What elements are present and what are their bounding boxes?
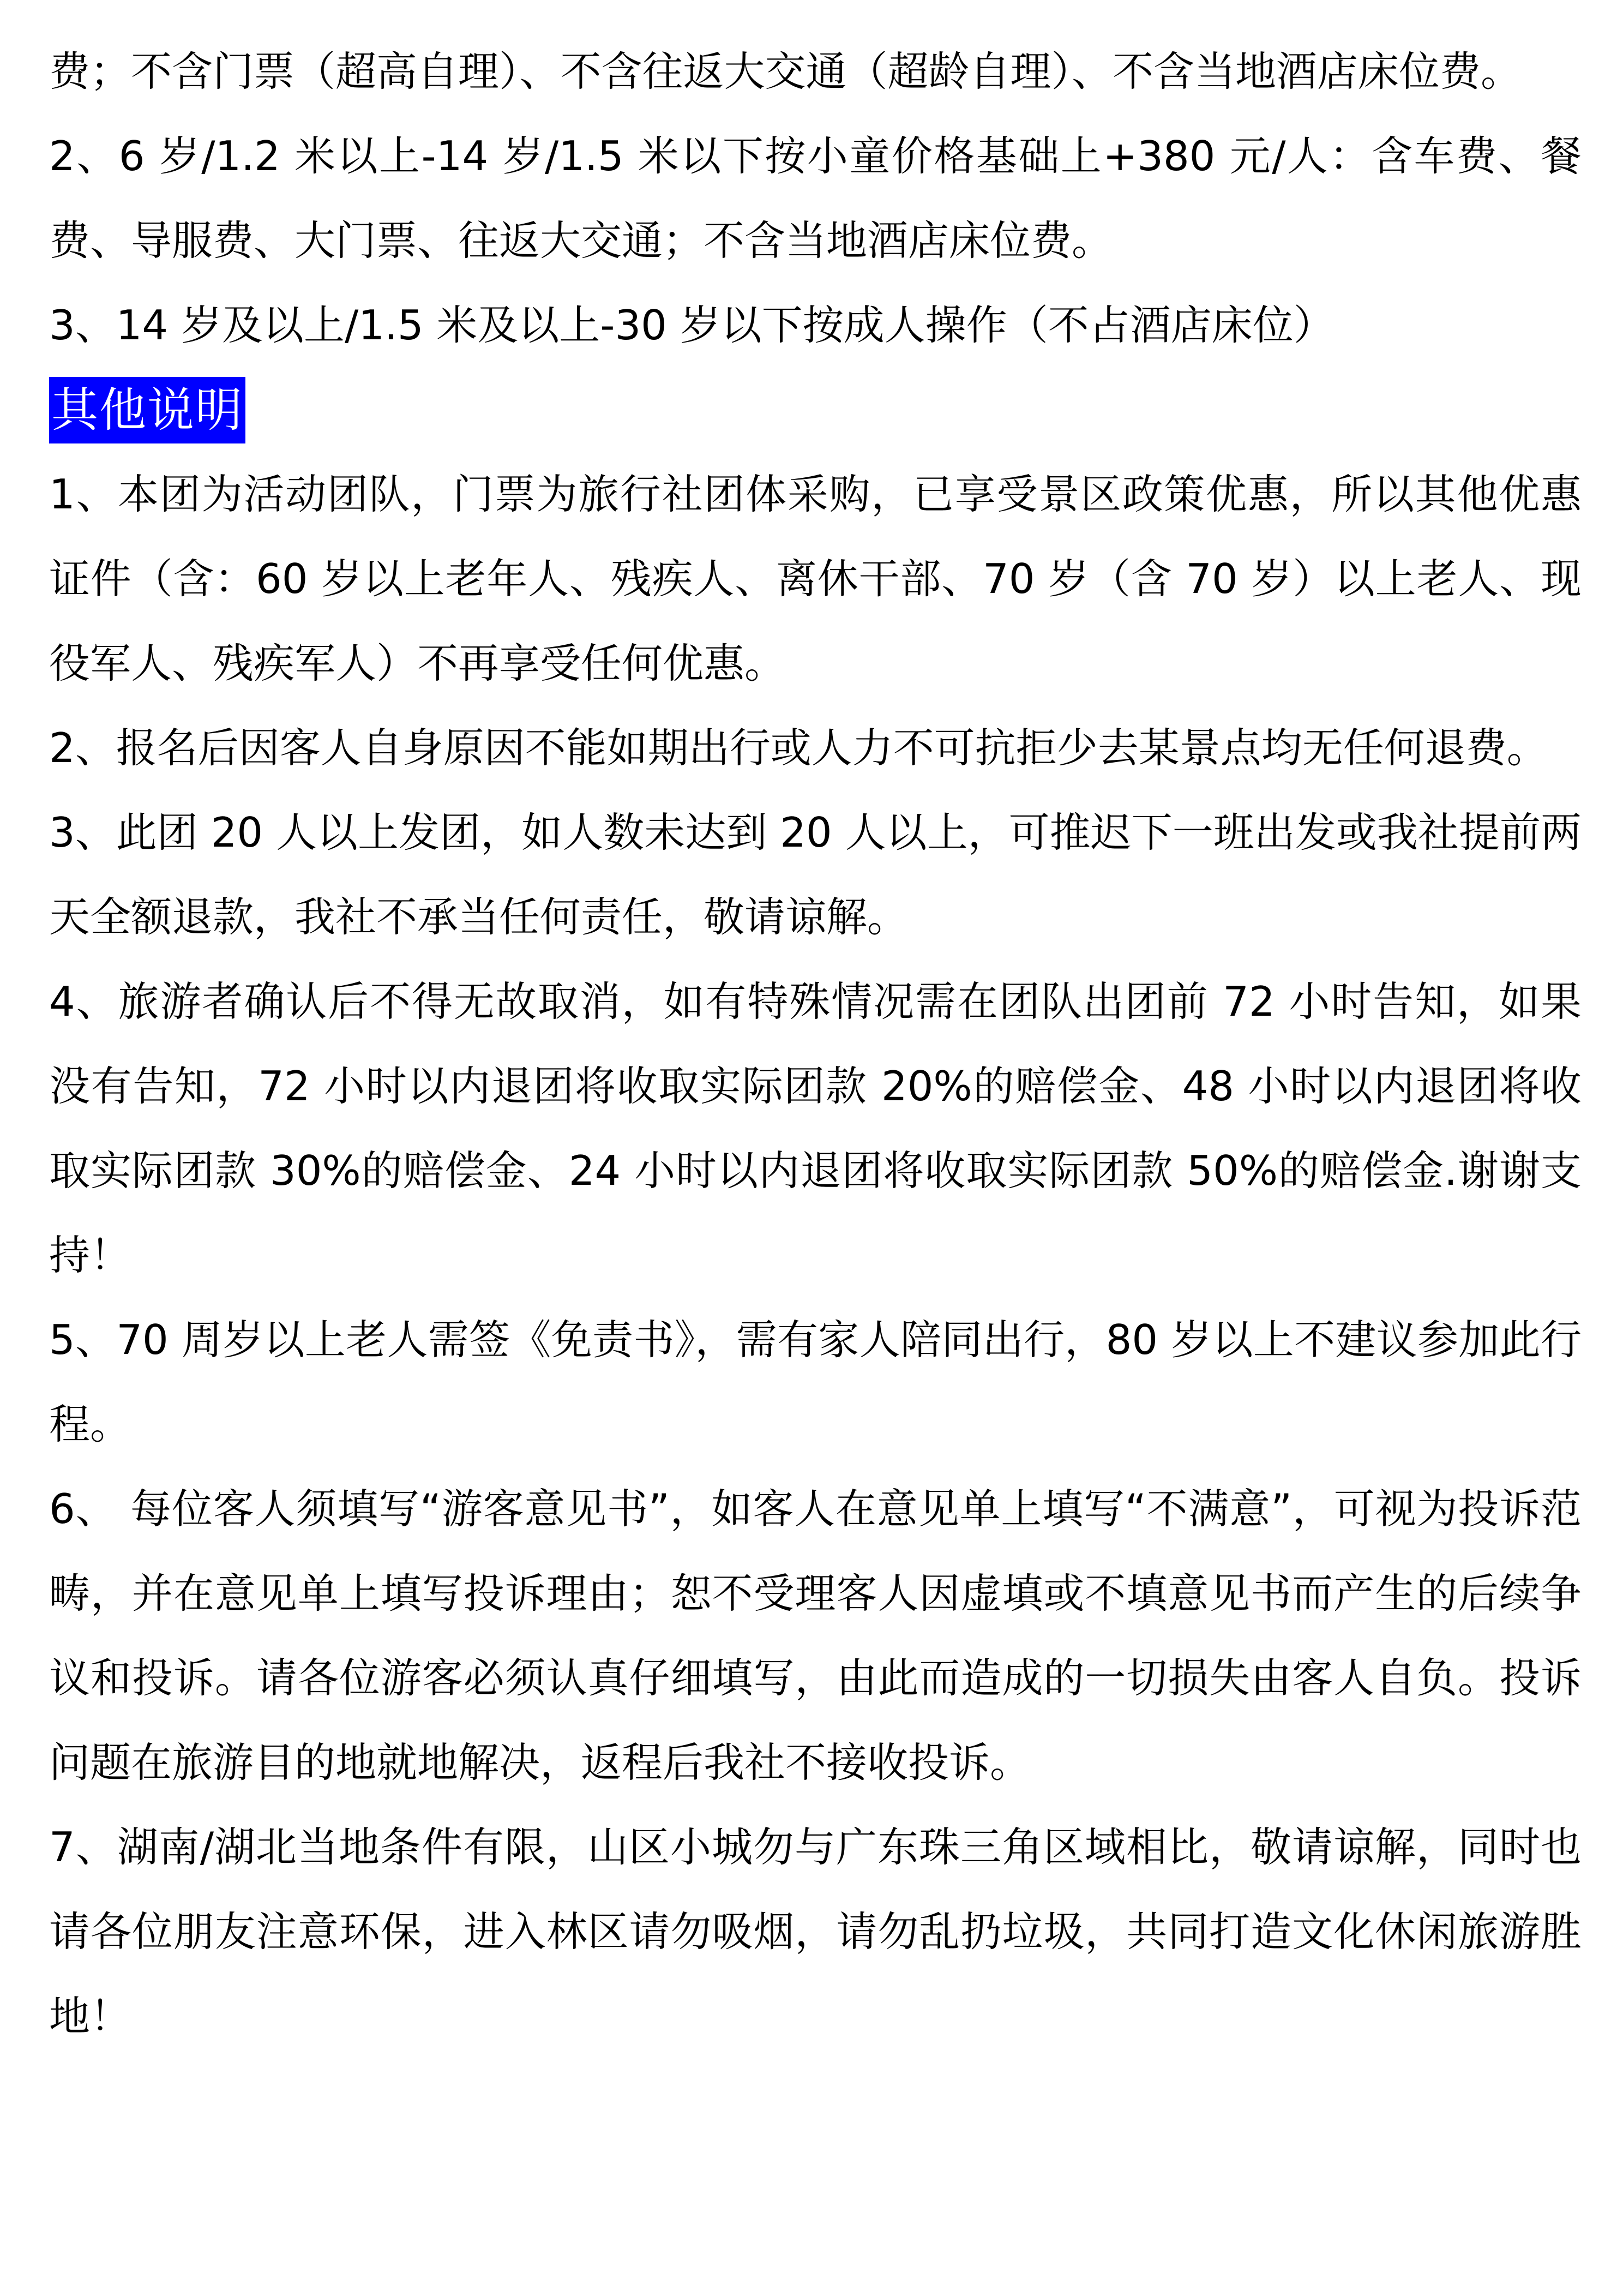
other-notes-item-5: 5、70 周岁以上老人需签《免责书》，需有家人陪同出行，80 岁以上不建议参加此行程。 [49,1316,1582,1448]
other-notes-item-1: 1、本团为活动团队，门票为旅行社团体采购，已享受景区政策优惠，所以其他优惠证件（含：60 岁以上老年人、残疾人、离休干部、70 岁（含 70 岁）以上老人、现役军人、残疾军人）不再享受任何优惠。 [49,470,1582,687]
other-notes-heading-row [49,368,1582,452]
document-page [49,29,1582,2059]
other-notes-item-6: 6、 每位客人须填写“游客意见书”，如客人在意见单上填写“不满意”，可视为投诉范畴，并在意见单上填写投诉理由；恕不受理客人因虚填或不填意见书而产生的后续争议和投诉。请各位游客必须认真仔细填写，由此而造成的一切损失由客人自负。投诉问题在旅游目的地就地解决，返程后我社不接收投诉。 [49,1485,1582,1787]
child-policy-item-3: 3、14 岁及以上/1.5 米及以上-30 岁以下按成人操作（不占酒店床位） [49,301,1335,349]
child-policy-item-2: 2、6 岁/1.2 米以上-14 岁/1.5 米以下按小童价格基础上+380 元/人：含车费、餐费、导服费、大门票、往返大交通；不含当地酒店床位费。 [49,132,1582,265]
other-notes-item-7: 7、湖南/湖北当地条件有限，山区小城勿与广东珠三角区域相比，敬请谅解，同时也请各位朋友注意环保，进入林区请勿吸烟，请勿乱扔垃圾，共同打造文化休闲旅游胜地！ [49,1823,1582,2040]
child-policy-continuation: 费；不含门票（超高自理）、不含往返大交通（超龄自理）、不含当地酒店床位费。 [49,47,1522,95]
other-notes-item-4: 4、旅游者确认后不得无故取消，如有特殊情况需在团队出团前 72 小时告知，如果没有告知，72 小时以内退团将收取实际团款 20%的赔偿金、48 小时以内退团将收取实际团款 30%的赔偿金、24 小时以内退团将收取实际团款 50%的赔偿金.谢谢支持！ [49,978,1582,1279]
other-notes-item-3: 3、此团 20 人以上发团，如人数未达到 20 人以上，可推迟下一班出发或我社提前两天全额退款，我社不承当任何责任，敬请谅解。 [49,808,1582,941]
other-notes-heading: 其他说明 [49,377,245,443]
other-notes-item-2: 2、报名后因客人自身原因不能如期出行或人力不可抗拒少去某景点均无任何退费。 [49,724,1548,772]
